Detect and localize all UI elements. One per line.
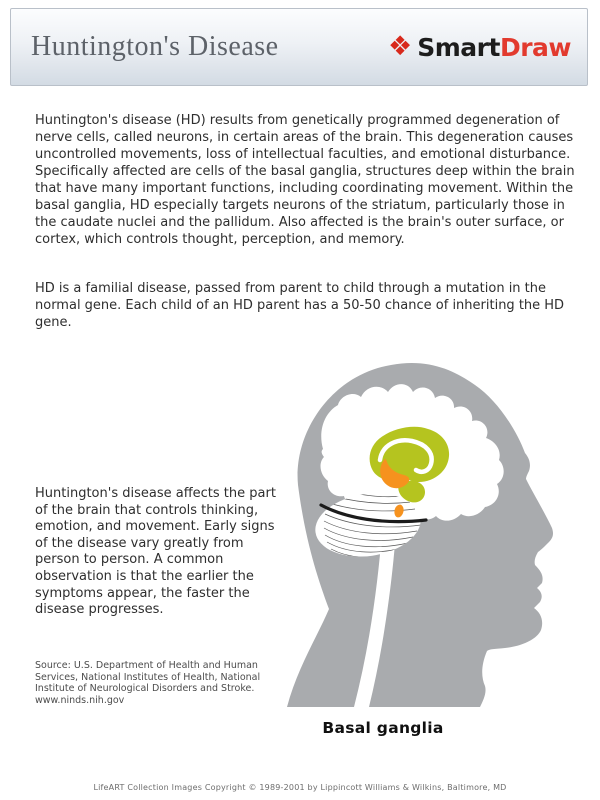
- illustration-caption: Basal ganglia: [322, 719, 444, 737]
- logo-smart-text: Smart: [417, 32, 500, 62]
- smartdraw-logo: [388, 30, 571, 62]
- smartdraw-wordmark: [417, 33, 571, 62]
- brain-illustration: [283, 353, 585, 710]
- genetics-paragraph: HD is a familial disease, passed from parent to child through a mutation in the normal gene. Each child of an HD parent has a 50-50 chance of inheriting the HD gene.: [35, 281, 565, 330]
- intro-paragraph: Huntington's disease (HD) results from genetically programmed degeneration of nerve cells, called neurons, in certain areas of the brain. This degeneration causes uncontrolled movements, loss of intellectual faculties, and emotional disturbance. Specifically affected are cells of the basal ganglia, structures deep within the brain that have many important functions, including coordinating movement. Within the basal ganglia, HD especially targets neurons of the striatum, particularly those in the caudate nuclei and the pallidum. Also affected is the brain's outer surface, or cortex, which controls thought, perception, and memory.: [35, 113, 575, 247]
- page-title: Huntington's Disease: [31, 31, 279, 62]
- header-banner: [10, 8, 588, 86]
- smartdraw-diamond-icon: ❖: [388, 30, 413, 62]
- source-text: Source: U.S. Department of Health and Human Services, National Institutes of Health, National Institute of Neurological Disorders and Stroke.: [35, 660, 261, 695]
- source-attribution: [35, 660, 285, 706]
- side-note-paragraph: Huntington's disease affects the part of the brain that controls thinking, emotion, and movement. Early signs of the disease vary greatly from person to person. A common observation is that the earlier the symptoms appear, the faster the disease progresses.: [35, 486, 276, 618]
- copyright-footer: LifeART Collection Images Copyright © 1989-2001 by Lippincott Williams & Wilkins, Baltimore, MD: [93, 783, 507, 792]
- source-url: www.ninds.nih.gov: [35, 694, 125, 706]
- logo-draw-text: Draw: [499, 32, 571, 62]
